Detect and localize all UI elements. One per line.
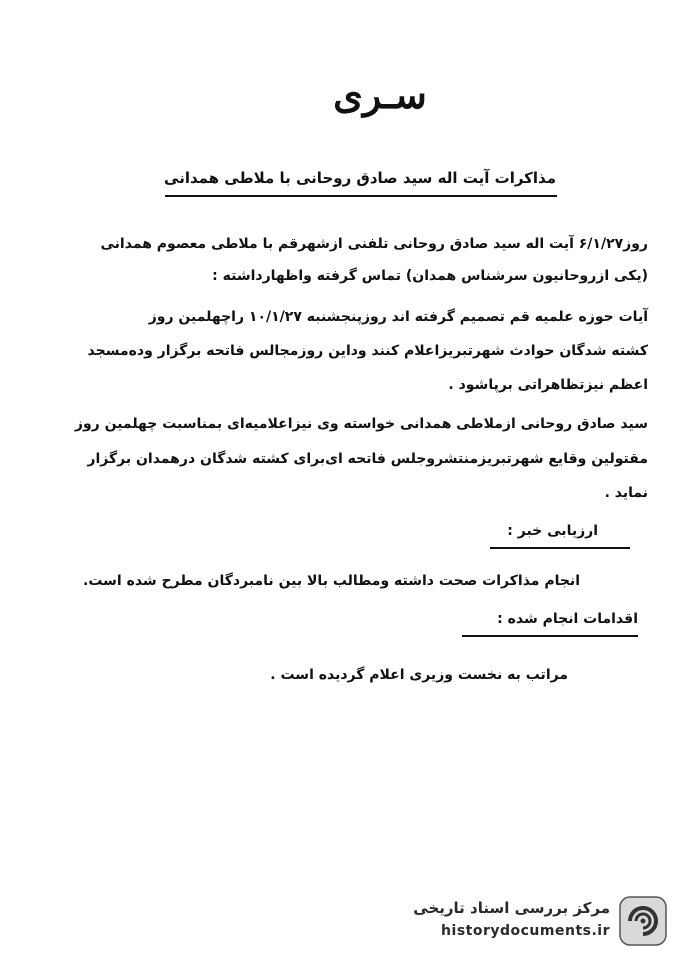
watermark-url: historydocuments.ir: [441, 923, 610, 939]
archive-logo-icon: [616, 893, 670, 949]
heading-underline: [165, 195, 557, 197]
section-underline: [490, 547, 630, 549]
watermark-name: مرکز بررسی اسناد تاریخی: [413, 899, 610, 917]
section-title-assessment: ارزيابى خبر :: [507, 523, 598, 539]
paragraph-line: مقتولين وقايع شهرتبريزمنتشروجلس فاتحه اى‌براى كشته شدگان درهمدان برگزار: [87, 451, 648, 467]
paragraph-line: سيد صادق روحانى ازملاطى همدانى خواسته وى نيزاعلاميه‌اى بمناسبت چهلمين روز: [74, 416, 648, 432]
document-heading: مذاكرات آيت اله سيد صادق روحانى با ملاطى همدانى: [164, 169, 556, 187]
paragraph-line: نمايد .: [604, 485, 648, 501]
section-body-actions: مراتب به نخست وزيرى اعلام گرديده است .: [270, 667, 568, 683]
classification-mark: سـرى: [333, 72, 427, 117]
paragraph-line: آيات حوزه علميه قم تصميم گرفته اند روزپنجشنبه ۱۰/۱/۲۷ راچهلمين روز: [148, 309, 648, 325]
section-underline: [462, 635, 638, 637]
watermark: [406, 893, 676, 949]
paragraph-line: اعظم نيزتظاهراتى برپاشود .: [448, 377, 648, 393]
section-body-assessment: انجام مذاكرات صحت داشته ومطالب بالا بين نامبردگان مطرح شده است.: [83, 573, 580, 589]
paragraph-line: (يكى ازروحانيون سرشناس همدان) تماس گرفته واظهارداشته :: [212, 268, 648, 284]
paragraph-line: روز۶/۱/۲۷ آيت اله سيد صادق روحانى تلفنى ازشهرقم با ملاطى معصوم همدانى: [100, 236, 648, 252]
paragraph-line: كشته شدگان حوادث شهرتبريزاعلام كنند وداين روزمجالس فاتحه برگزار وده‌مسجد: [87, 343, 648, 359]
section-title-actions: اقدامات انجام شده :: [497, 611, 638, 627]
